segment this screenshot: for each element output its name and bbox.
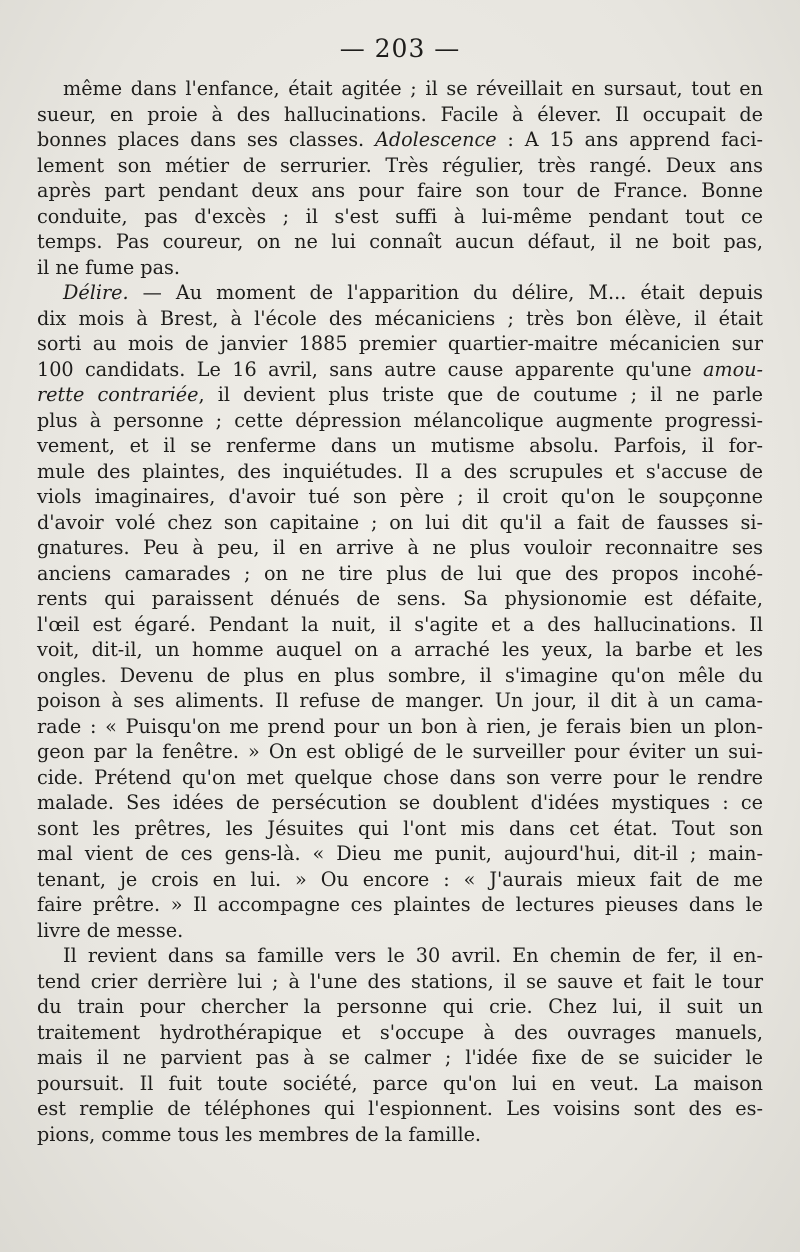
text-segment: malade. Ses idées de persécution se doublent d'idées mystiques : ce [37, 791, 763, 814]
text-line [37, 1045, 763, 1071]
text-line [37, 510, 763, 536]
text-line [37, 688, 763, 714]
text-segment: poursuit. Il fuit toute société, parce qu'on lui en veut. La maison [37, 1071, 763, 1095]
text-segment: 100 candidats. Le 16 avril, sans autre cause apparente qu'une [37, 357, 703, 381]
text-segment: ongles. Devenu de plus en plus sombre, il s'imagine qu'on mêle du [37, 663, 763, 687]
text-line [37, 969, 763, 995]
text-segment: il ne fume pas. [37, 255, 180, 279]
text-segment: poison à ses aliments. Il refuse de manger. Un jour, il dit à un cama- [37, 689, 763, 712]
text-segment: traitement hydrothérapique et s'occupe à des ouvrages manuels, [37, 1020, 763, 1044]
text-segment: viols imaginaires, d'avoir tué son père ; il croit qu'on le soupçonne [37, 485, 763, 508]
text-line [37, 76, 763, 102]
text-line [37, 561, 763, 587]
text-line [37, 1096, 763, 1122]
text-segment: amou- [702, 357, 763, 381]
text-line [37, 739, 763, 765]
text-segment: gnatures. Peu à peu, il en arrive à ne plus vouloir reconnaitre ses [37, 536, 763, 559]
text-segment: cide. Prétend qu'on met quelque chose dans son verre pour le rendre [37, 765, 763, 789]
text-line [37, 433, 763, 459]
text-segment: mal vient de ces gens-là. « Dieu me punit, aujourd'hui, dit-il ; main- [37, 842, 763, 865]
text-segment: dix mois à Brest, à l'école des mécaniciens ; très bon élève, il était [37, 306, 763, 330]
text-line [37, 280, 763, 306]
text-segment: sont les prêtres, les Jésuites qui l'ont mis dans cet état. Tout son [37, 816, 763, 840]
text-segment: faire prêtre. » Il accompagne ces plaintes de lectures pieuses dans le [37, 893, 763, 916]
text-line [37, 612, 763, 638]
text-segment: rade : « Puisqu'on me prend pour un bon à rien, je ferais bien un plon- [37, 714, 763, 738]
text-segment: — Au moment de l'apparition du délire, M... était depuis [128, 281, 763, 304]
text-line [37, 841, 763, 867]
text-segment: geon par la fenêtre. » On est obligé de le surveiller pour éviter un sui- [37, 740, 763, 763]
text-line [37, 663, 763, 689]
text-line [37, 255, 763, 281]
text-line [37, 867, 763, 893]
text-segment: d'avoir volé chez son capitaine ; on lui dit qu'il a fait de fausses si- [37, 510, 763, 534]
text-line [37, 1020, 763, 1046]
text-segment: pions, comme tous les membres de la famille. [37, 1122, 482, 1146]
text-segment: rette contrariée [37, 383, 199, 406]
text-line [37, 127, 763, 153]
text-segment: conduite, pas d'excès ; il s'est suffi à lui-même pendant tout ce [37, 204, 763, 228]
text-line [37, 459, 763, 485]
text-segment: bonnes places dans ses classes. [37, 128, 375, 151]
text-line [37, 714, 763, 740]
page-number: — 203 — [339, 34, 461, 63]
text-line [37, 790, 763, 816]
text-segment: : A 15 ans apprend faci- [496, 128, 763, 151]
text-segment: après part pendant deux ans pour faire son tour de France. Bonne [37, 179, 763, 202]
text-segment: mais il ne parvient pas à se calmer ; l'idée fixe de se suicider le [37, 1046, 763, 1069]
text-line [37, 918, 763, 944]
text-line [37, 994, 763, 1020]
text-line [37, 816, 763, 842]
text-segment: temps. Pas coureur, on ne lui connaît aucun défaut, il ne boit pas, [37, 230, 763, 253]
text-line [37, 586, 763, 612]
text-segment: mule des plaintes, des inquiétudes. Il a des scrupules et s'accuse de [37, 459, 763, 483]
text-segment: livre de messe. [37, 918, 184, 942]
text-line [37, 306, 763, 332]
text-line [37, 892, 763, 918]
text-line [37, 943, 763, 969]
text-line [37, 765, 763, 791]
text-line [37, 408, 763, 434]
text-segment: tenant, je crois en lui. » Ou encore : « J'aurais mieux fait de me [37, 867, 763, 891]
text-segment: est remplie de téléphones qui l'espionnent. Les voisins sont des es- [37, 1097, 763, 1120]
text-segment: sueur, en proie à des hallucinations. Facile à élever. Il occupait de [37, 102, 763, 126]
text-segment: Adolescence [374, 128, 497, 151]
text-segment: , il devient plus triste que de coutume ; il ne parle [198, 383, 763, 406]
text-line [37, 153, 763, 179]
text-line [37, 1071, 763, 1097]
text-segment: voit, dit-il, un homme auquel on a arraché les yeux, la barbe et les [37, 638, 763, 661]
text-line [37, 637, 763, 663]
text-segment: plus à personne ; cette dépression mélancolique augmente progressi- [37, 408, 763, 432]
text-line [37, 357, 763, 383]
text-line [37, 1122, 763, 1148]
text-segment: tend crier derrière lui ; à l'une des stations, il se sauve et fait le tour [37, 969, 763, 993]
text-line [37, 204, 763, 230]
text-segment: sorti au mois de janvier 1885 premier quartier-maitre mécanicien sur [37, 332, 763, 355]
text-segment: l'œil est égaré. Pendant la nuit, il s'agite et a des hallucinations. Il [37, 612, 763, 636]
body-text [37, 76, 763, 1147]
text-line [37, 535, 763, 561]
text-segment: Délire. [63, 281, 129, 304]
text-line [37, 484, 763, 510]
text-line [37, 331, 763, 357]
text-segment: anciens camarades ; on ne tire plus de lui que des propos incohé- [37, 561, 763, 585]
text-line [37, 382, 763, 408]
text-line [37, 102, 763, 128]
text-segment: lement son métier de serrurier. Très régulier, très rangé. Deux ans [37, 153, 763, 177]
text-segment: Il revient dans sa famille vers le 30 avril. En chemin de fer, il en- [63, 944, 763, 967]
text-line [37, 229, 763, 255]
text-segment: rents qui paraissent dénués de sens. Sa physionomie est défaite, [37, 587, 763, 610]
text-segment: vement, et il se renferme dans un mutisme absolu. Parfois, il for- [37, 434, 763, 457]
text-segment: même dans l'enfance, était agitée ; il se réveillait en sursaut, tout en [63, 77, 763, 100]
text-segment: du train pour chercher la personne qui crie. Chez lui, il suit un [37, 995, 763, 1018]
text-line [37, 178, 763, 204]
